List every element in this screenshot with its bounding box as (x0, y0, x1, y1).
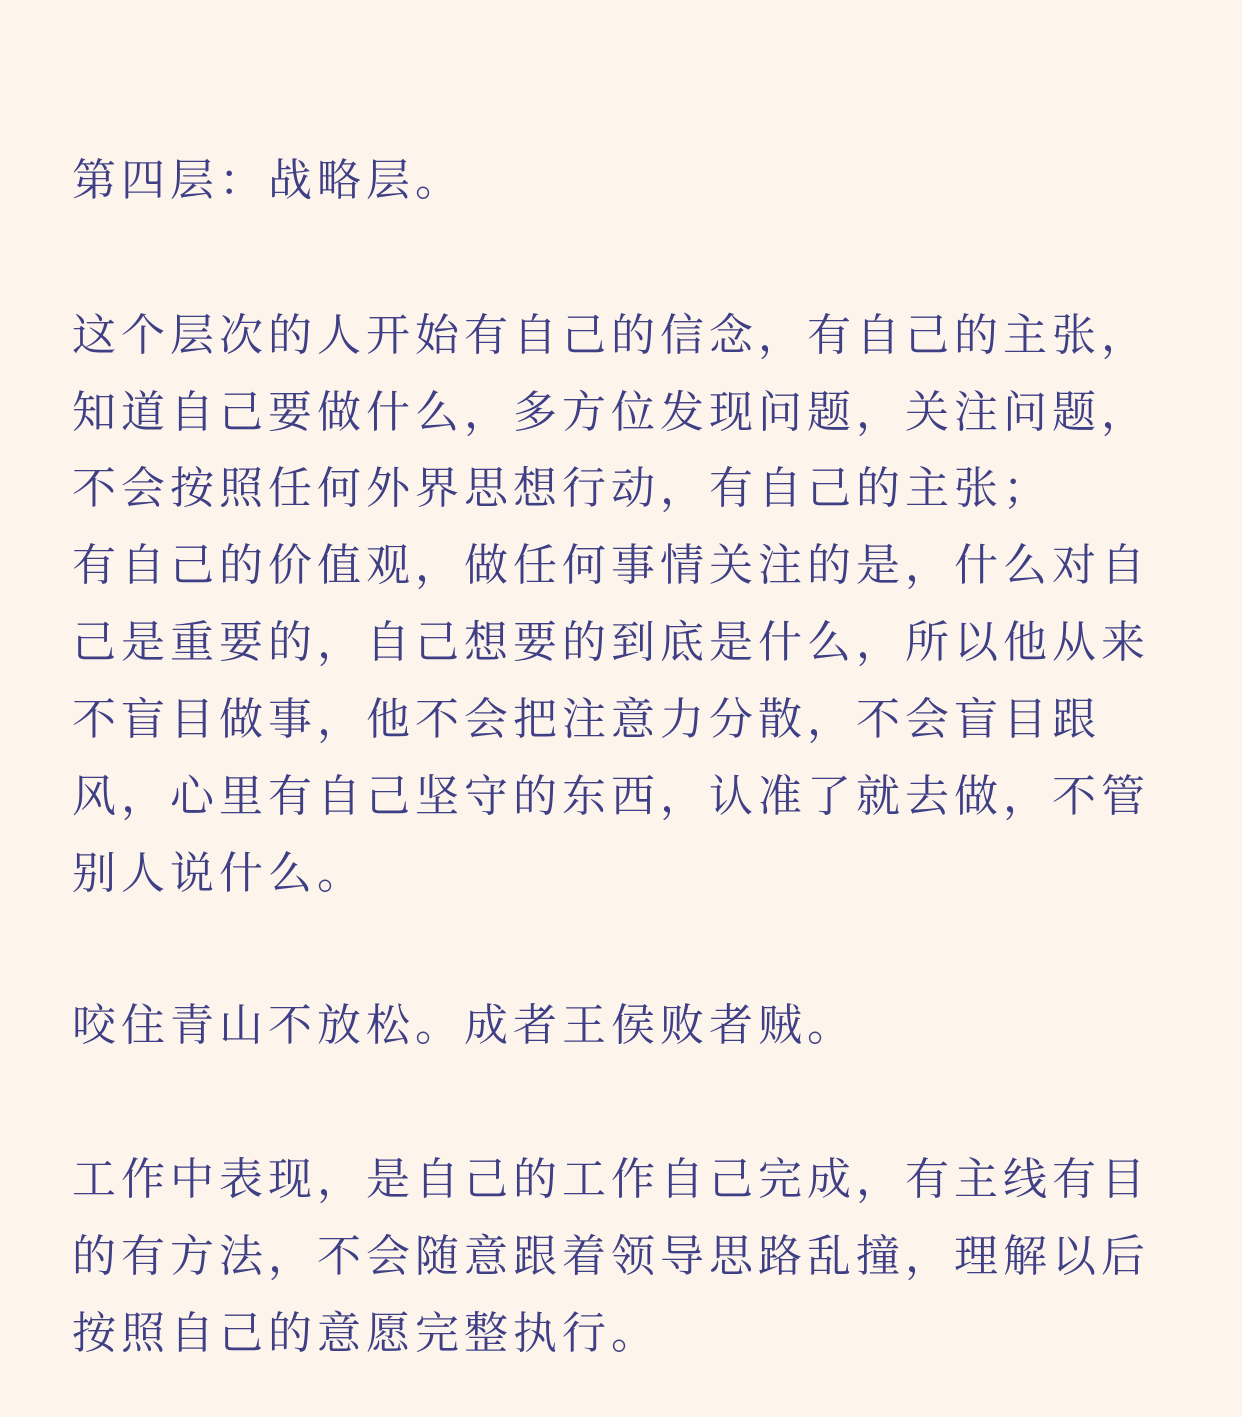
paragraph-line: 己是重要的，自己想要的到底是什么，所以他从来 (72, 617, 1150, 668)
paragraph-line: 按照自己的意愿完整执行。 (72, 1308, 660, 1359)
paragraph-line: 别人说什么。 (72, 848, 366, 899)
section-heading: 第四层：战略层。 (72, 155, 464, 206)
paragraph-line: 有自己的价值观，做任何事情关注的是，什么对自 (72, 540, 1150, 591)
paragraph-line: 的有方法，不会随意跟着领导思路乱撞，理解以后 (72, 1231, 1150, 1282)
paragraph-line: 不会按照任何外界思想行动，有自己的主张； (72, 463, 1052, 514)
paragraph-line: 风，心里有自己坚守的东西，认准了就去做，不管 (72, 771, 1150, 822)
paragraph-line: 知道自己要做什么，多方位发现问题，关注问题， (72, 387, 1150, 438)
quote-line: 咬住青山不放松。成者王侯败者贼。 (72, 1000, 856, 1051)
paragraph-line: 这个层次的人开始有自己的信念，有自己的主张， (72, 310, 1150, 361)
paragraph-line: 不盲目做事，他不会把注意力分散，不会盲目跟 (72, 694, 1101, 745)
paragraph-line: 工作中表现，是自己的工作自己完成，有主线有目 (72, 1154, 1150, 1205)
